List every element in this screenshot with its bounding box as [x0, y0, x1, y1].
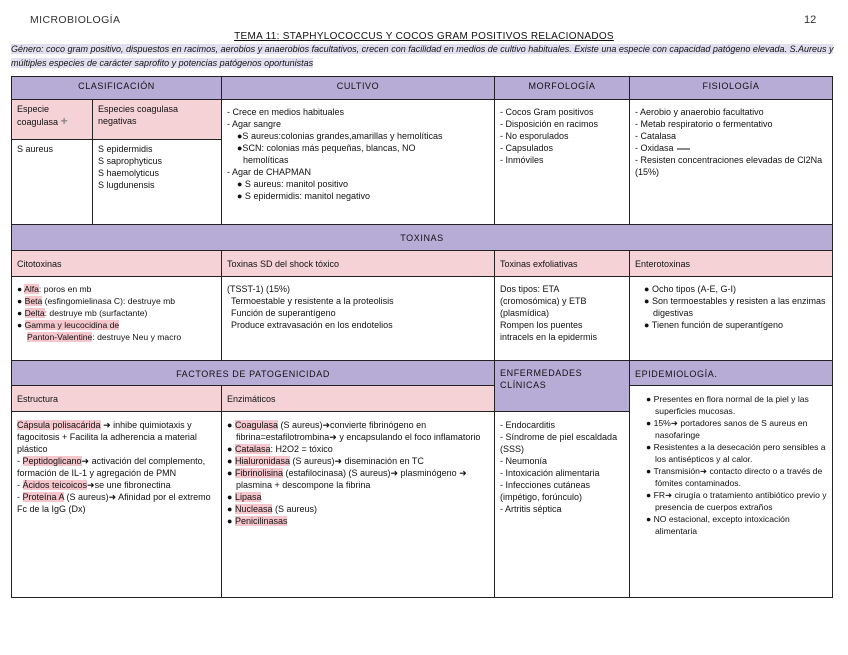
- shock-content: (TSST-1) (15%) Termoestable y resistente a la proteolisis Función de superantígeno Produce extravasación en los endotelios: [221, 276, 495, 361]
- enterotoxinas-content: ● Ocho tipos (A-E, G-I) ● Son termoestables y resisten a las enzimas digestivas ● Tienen función de superantígeno: [629, 276, 833, 361]
- fisiologia-content: - Aerobio y anaerobio facultativo - Metab respiratorio o fermentativo - Catalasa - Oxidasa - Resisten concentraciones elevadas de Cl2Na (15%): [629, 99, 833, 225]
- header-epidemiologia: EPIDEMIOLOGÍA.: [629, 360, 833, 386]
- coagulasa-positiva-list: S aureus: [11, 139, 93, 225]
- intro-paragraph: Género: coco gram positivo, dispuestos en racimos, aerobios y anaerobios facultativos, crecen con facilidad en medios de cultivo habituales. Existe una especie con capacidad patógeno elevada. S.Aureus y múltiples especies de carácter saprofito y potencias patógenos oportunistas: [11, 44, 834, 68]
- citotoxinas-content: ● Alfa: poros en mb ● Beta (esfingomielinasa C): destruye mb ● Delta: destruye mb (surfactante) ● Gamma y leucocidina de Panton-Valentine: destruye Neu y macro: [11, 276, 222, 361]
- morfologia-content: - Cocos Gram positivos - Disposición en racimos - No esporulados - Capsulados - Inmóviles: [494, 99, 630, 225]
- header-factores: FACTORES DE PATOGENICIDAD: [11, 360, 495, 386]
- epidemiologia-content: ● Presentes en flora normal de la piel y las superficies mucosas. ● 15%➜ portadores sanos de S aureus en nasofaringe ● Resistentes a la desecación pero sensibles a los antisépticos y al calor. ● Transmisión➜ contacto directo o a través de fómites contaminados. ● FR➜ cirugía o tratamiento antibiótico previo y presencia de cuerpos extraños ● NO estacional, excepto intoxicación alimentaria: [629, 385, 833, 598]
- subheader-enzimaticos: Enzimáticos: [221, 385, 495, 412]
- minus-icon: [677, 148, 690, 150]
- page-title: TEMA 11: STAPHYLOCOCCUS Y COCOS GRAM POSITIVOS RELACIONADOS: [234, 31, 614, 42]
- enzimaticos-content: ● Coagulasa (S aureus)➜convierte fibrinógeno en fibrina=estafilotrombina➜ y encapsulando el foco inflamatorio ● Catalasa: H2O2 = tóxico ● Hialuronidasa (S aureus)➜ diseminación en TC ● Fibrinolisina (estafilocinasa) (S aureus)➜ plasminógeno ➜ plasmina + descompone la fibrina ● Lipasa ● Nucleasa (S aureus) ● Penicilinasas: [221, 411, 495, 598]
- exfoliativas-content: Dos tipos: ETA (cromosómica) y ETB (plasmídica) Rompen los puentes intracels en la epidermis: [494, 276, 630, 361]
- header-toxinas: TOXINAS: [11, 224, 833, 251]
- header-clasificacion: CLASIFICACIÓN: [11, 76, 222, 100]
- subheader-enterotoxinas: Enterotoxinas: [629, 250, 833, 277]
- especies-coagulasa-negativas-header: Especies coagulasa negativas: [92, 99, 222, 140]
- subject-header: MICROBIOLOGÍA: [30, 14, 121, 26]
- estructura-content: Cápsula polisacárida ➜ inhibe quimiotaxis y fagocitosis + Facilita la adherencia a material plástico - Peptidoglicano➜ activación del complemento, formación de IL-1 y agregación de PMN - Ácidos teicoicos➜se une fibronectina - Proteína A (S aureus)➜ Afinidad por el extremo Fc de la IgG (Dx): [11, 411, 222, 598]
- subheader-estructura: Estructura: [11, 385, 222, 412]
- cultivo-content: - Crece en medios habituales - Agar sangre ●S aureus:colonias grandes,amarillas y hemolíticas ●SCN: colonias más pequeñas, blancas, NO hemolíticas - Agar de CHAPMAN ● S aureus: manitol positivo ● S epidermidis: manitol negativo: [221, 99, 495, 225]
- plus-icon: +: [60, 114, 68, 128]
- enfermedades-content: - Endocarditis - Síndrome de piel escaldada (SSS) - Neumonía - Intoxicación alimentaria - Infecciones cutáneas (impétigo, forúnculo) - Artritis séptica: [494, 411, 630, 598]
- especie-coagulasa-positiva-header: Especie coagulasa +: [11, 99, 93, 140]
- subheader-citotoxinas: Citotoxinas: [11, 250, 222, 277]
- subheader-exfoliativas: Toxinas exfoliativas: [494, 250, 630, 277]
- coagulasa-negativa-list: S epidermidis S saprophyticus S haemolyticus S lugdunensis: [92, 139, 222, 225]
- subheader-toxina-shock: Toxinas SD del shock tóxico: [221, 250, 495, 277]
- header-fisiologia: FISIOLOGÍA: [629, 76, 833, 100]
- header-enfermedades: ENFERMEDADES CLÍNICAS: [494, 360, 630, 412]
- header-cultivo: CULTIVO: [221, 76, 495, 100]
- page-number: 12: [804, 14, 817, 26]
- header-morfologia: MORFOLOGÍA: [494, 76, 630, 100]
